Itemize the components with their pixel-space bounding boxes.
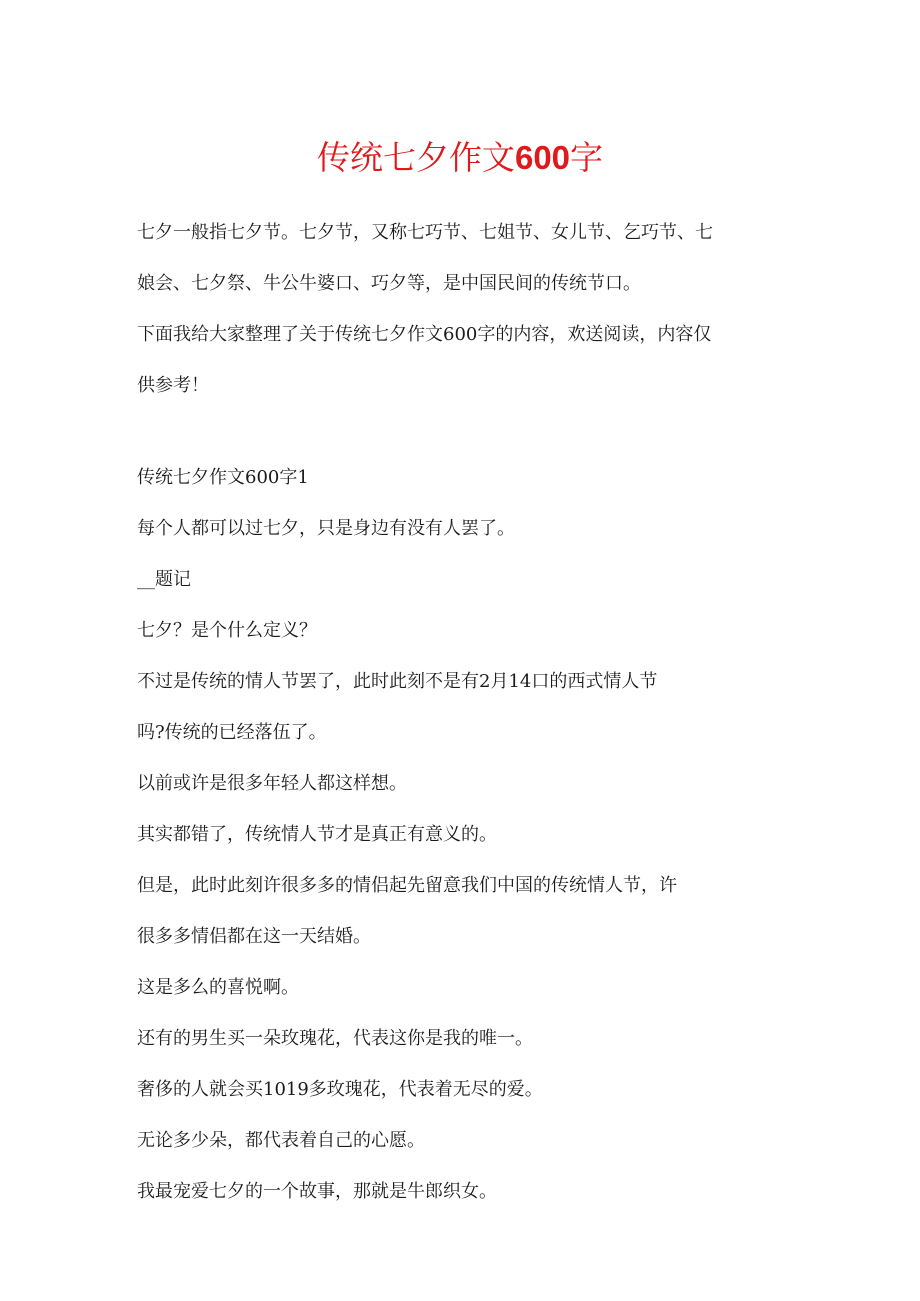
intro-line: 七夕一般指七夕节。七夕节，又称七巧节、七姐节、女儿节、乞巧节、七 xyxy=(137,222,713,243)
essay-line: 很多多情侣都在这一天结婚。 xyxy=(137,926,371,947)
essay-line: 还有的男生买一朵玫瑰花，代表这你是我的唯一。 xyxy=(137,1028,533,1049)
essay-heading: 传统七夕作文600字1 xyxy=(137,467,309,488)
essay-line: 其实都错了，传统情人节才是真正有意义的。 xyxy=(137,824,497,845)
essay-line: 不过是传统的情人节罢了，此时此刻不是有2月14口的西式情人节 xyxy=(137,671,658,692)
essay-line: 无论多少朵，都代表着自己的心愿。 xyxy=(137,1130,425,1151)
intro-paragraphs xyxy=(137,207,787,411)
essay-body xyxy=(137,452,787,1217)
title-text: 传统七夕作文 xyxy=(316,138,515,177)
essay-line: 我最宠爱七夕的一个故事，那就是牛郎织女。 xyxy=(137,1181,497,1202)
document-title xyxy=(0,134,920,182)
title-number: 600 xyxy=(514,139,571,176)
essay-epigraph: __题记 xyxy=(137,569,191,590)
essay-line: 吗?传统的已经落伍了。 xyxy=(137,722,327,743)
essay-line: 这是多么的喜悦啊。 xyxy=(137,977,299,998)
intro-line: 娘会、七夕祭、牛公牛婆口、巧夕等，是中国民间的传统节口。 xyxy=(137,273,641,294)
essay-line: 奢侈的人就会买1019多玫瑰花，代表着无尽的爱。 xyxy=(137,1079,543,1100)
essay-line: 七夕？是个什么定义？ xyxy=(137,620,317,641)
intro-line: 下面我给大家整理了关于传统七夕作文600字的内容，欢送阅读，内容仅 xyxy=(137,324,712,345)
essay-line: 每个人都可以过七夕，只是身边有没有人罢了。 xyxy=(137,518,515,539)
title-tail: 字 xyxy=(570,138,604,177)
intro-line: 供参考！ xyxy=(137,375,209,396)
essay-line: 但是，此时此刻许很多多的情侣起先留意我们中国的传统情人节，许 xyxy=(137,875,677,896)
essay-line: 以前或许是很多年轻人都这样想。 xyxy=(137,773,407,794)
